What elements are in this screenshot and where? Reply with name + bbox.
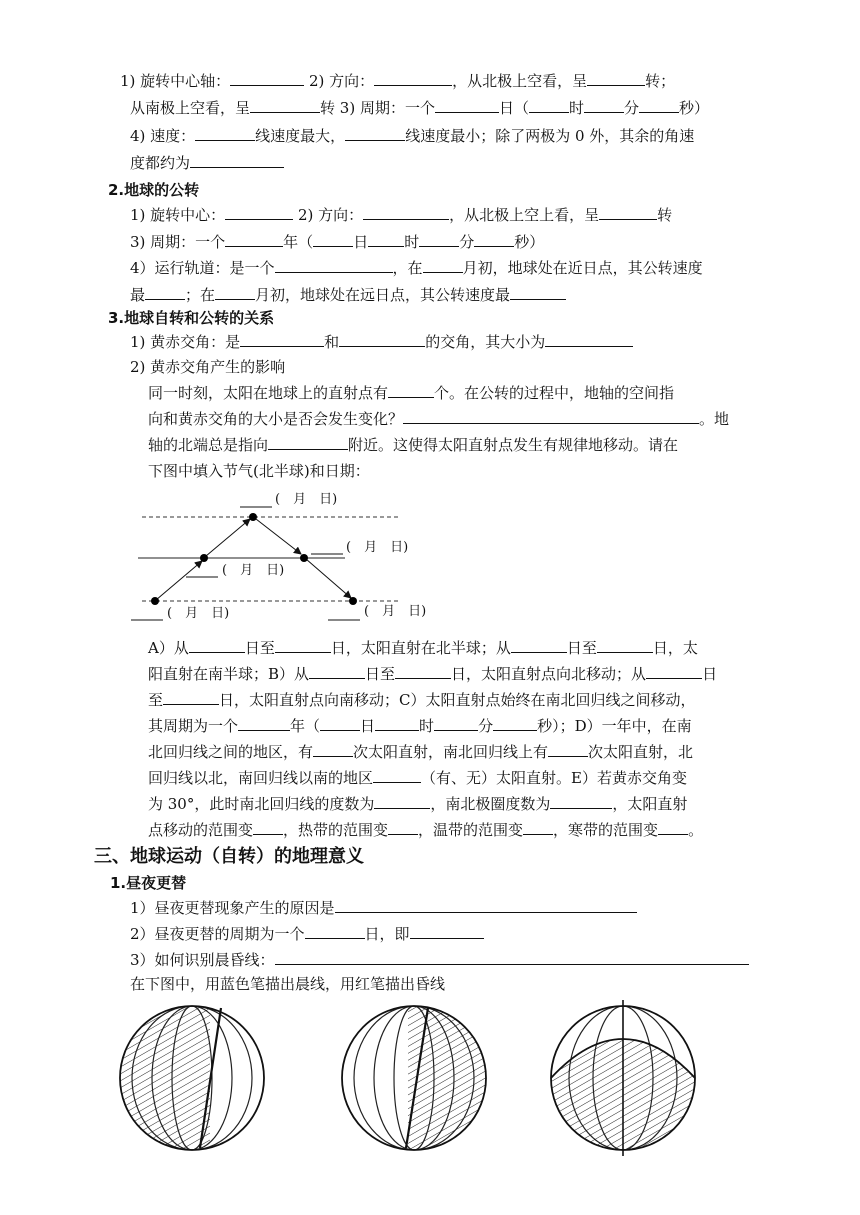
globe-3 <box>551 1000 695 1156</box>
text: 年（ <box>290 717 321 735</box>
text: 4）运行轨道：是一个 <box>130 259 275 277</box>
text: 日 <box>702 665 718 683</box>
text: 转； <box>645 72 676 90</box>
text: ，从北极上空上看，呈 <box>449 206 600 224</box>
text: 秒）；D）一年中，在南 <box>537 717 692 735</box>
text: 4) 速度： <box>130 127 196 145</box>
text: 秒） <box>514 233 545 251</box>
text: ；在 <box>185 286 216 304</box>
relation-line-2: 2) 黄赤交角产生的影响 <box>130 358 286 376</box>
text: 。 <box>688 821 704 839</box>
relation-title: 3.地球自转和公转的关系 <box>108 309 275 327</box>
text: 次太阳直射，北 <box>588 743 694 761</box>
text: 转 <box>657 206 673 224</box>
text: 日，即 <box>364 925 410 943</box>
text: 日（ <box>498 99 529 117</box>
text: 时 <box>419 717 435 735</box>
text: 和 <box>324 333 340 351</box>
globe-1 <box>120 1006 264 1150</box>
text: 分 <box>623 99 639 117</box>
text: 的交角，其大小为 <box>425 333 546 351</box>
text: 。地 <box>699 410 730 428</box>
text: ，太阳直射 <box>612 795 688 813</box>
text: 向和黄赤交角的大小是否会发生变化？ <box>148 410 404 428</box>
text: 其周期为一个 <box>148 717 239 735</box>
date-label-summer: ( 月 日) <box>275 492 338 507</box>
text: 日 <box>353 233 369 251</box>
section3-title: 三、地球运动（自转）的地理意义 <box>94 846 364 867</box>
text: 月初，地球处在远日点，其公转速度最 <box>255 286 511 304</box>
section3-sub: 1.昼夜更替 <box>110 874 187 892</box>
text: 分 <box>459 233 475 251</box>
text: 同一时刻，太阳在地球上的直射点有 <box>148 384 389 402</box>
rotation-axis-label: 1) 旋转中心轴： <box>120 72 231 90</box>
text: 轴的北端总是指向 <box>148 436 269 454</box>
section3-line-4: 在下图中，用蓝色笔描出晨线，用红笔描出昏线 <box>130 975 446 993</box>
text: 1) 黄赤交角：是 <box>130 333 241 351</box>
text: 度都约为 <box>130 154 191 172</box>
date-label-autumn: ( 月 日) <box>346 540 409 555</box>
text: 日至 <box>244 639 275 657</box>
text: ，在 <box>392 259 423 277</box>
revolution-title: 2.地球的公转 <box>108 181 200 199</box>
text: （有、无）太阳直射。E）若黄赤交角变 <box>421 769 687 787</box>
globe-2 <box>342 1006 488 1150</box>
text: 线速度最大， <box>255 127 346 145</box>
text: 附近。这使得太阳直射点发生有规律地移动。请在 <box>348 436 679 454</box>
text: 阳直射在南半球；B）从 <box>148 665 310 683</box>
text: 秒） <box>679 99 710 117</box>
text: 日至 <box>365 665 396 683</box>
text: ，从北极上空看，呈 <box>452 72 588 90</box>
text: 3）如何识别晨昏线： <box>130 951 275 969</box>
text: 日至 <box>566 639 597 657</box>
text: 回归线以北，南回归线以南的地区 <box>148 769 374 787</box>
text: 日，太阳直射点向北移动；从 <box>451 665 647 683</box>
text: 最 <box>130 286 146 304</box>
text: 3) 周期：一个 <box>130 233 226 251</box>
text: 为 30°，此时南北回归线的度数为 <box>148 795 375 813</box>
date-label-winter-left: ( 月 日) <box>167 606 230 621</box>
text: 日 <box>360 717 376 735</box>
text: 北回归线之间的地区，有 <box>148 743 314 761</box>
text: 分 <box>478 717 494 735</box>
relation-para-4: 下图中填入节气(北半球)和日期： <box>148 462 370 480</box>
text: 至 <box>148 691 164 709</box>
text: 线速度最小；除了两极为 0 外，其余的角速 <box>405 127 695 145</box>
text: 次太阳直射，南北回归线上有 <box>353 743 549 761</box>
text: ，温带的范围变 <box>418 821 524 839</box>
text: 2）昼夜更替的周期为一个 <box>130 925 305 943</box>
date-label-spring: ( 月 日) <box>222 563 285 578</box>
text: 时 <box>404 233 420 251</box>
text: 日，太阳直射点向南移动；C）太阳直射点始终在南北回归线之间移动， <box>219 691 696 709</box>
text: A）从 <box>148 639 189 657</box>
text: 1）昼夜更替现象产生的原因是 <box>130 899 335 917</box>
rotation-direction-label: 2) 方向： <box>304 72 375 90</box>
text: 日，太 <box>652 639 698 657</box>
text: ，热带的范围变 <box>283 821 389 839</box>
text: 1) 旋转中心： <box>130 206 226 224</box>
text: 年（ <box>283 233 314 251</box>
text: ，南北极圈度数为 <box>430 795 551 813</box>
text: 月初，地球处在近日点，其公转速度 <box>462 259 703 277</box>
date-label-winter-right: ( 月 日) <box>364 604 427 619</box>
text: 时 <box>568 99 584 117</box>
text: 点移动的范围变 <box>148 821 254 839</box>
text: 从南极上空看，呈 <box>130 99 251 117</box>
text: 转 3) 周期：一个 <box>320 99 435 117</box>
text: ，寒带的范围变 <box>553 821 659 839</box>
text: 个。在公转的过程中，地轴的空间指 <box>434 384 675 402</box>
text: 日，太阳直射在北半球；从 <box>330 639 511 657</box>
text: 2) 方向： <box>293 206 364 224</box>
